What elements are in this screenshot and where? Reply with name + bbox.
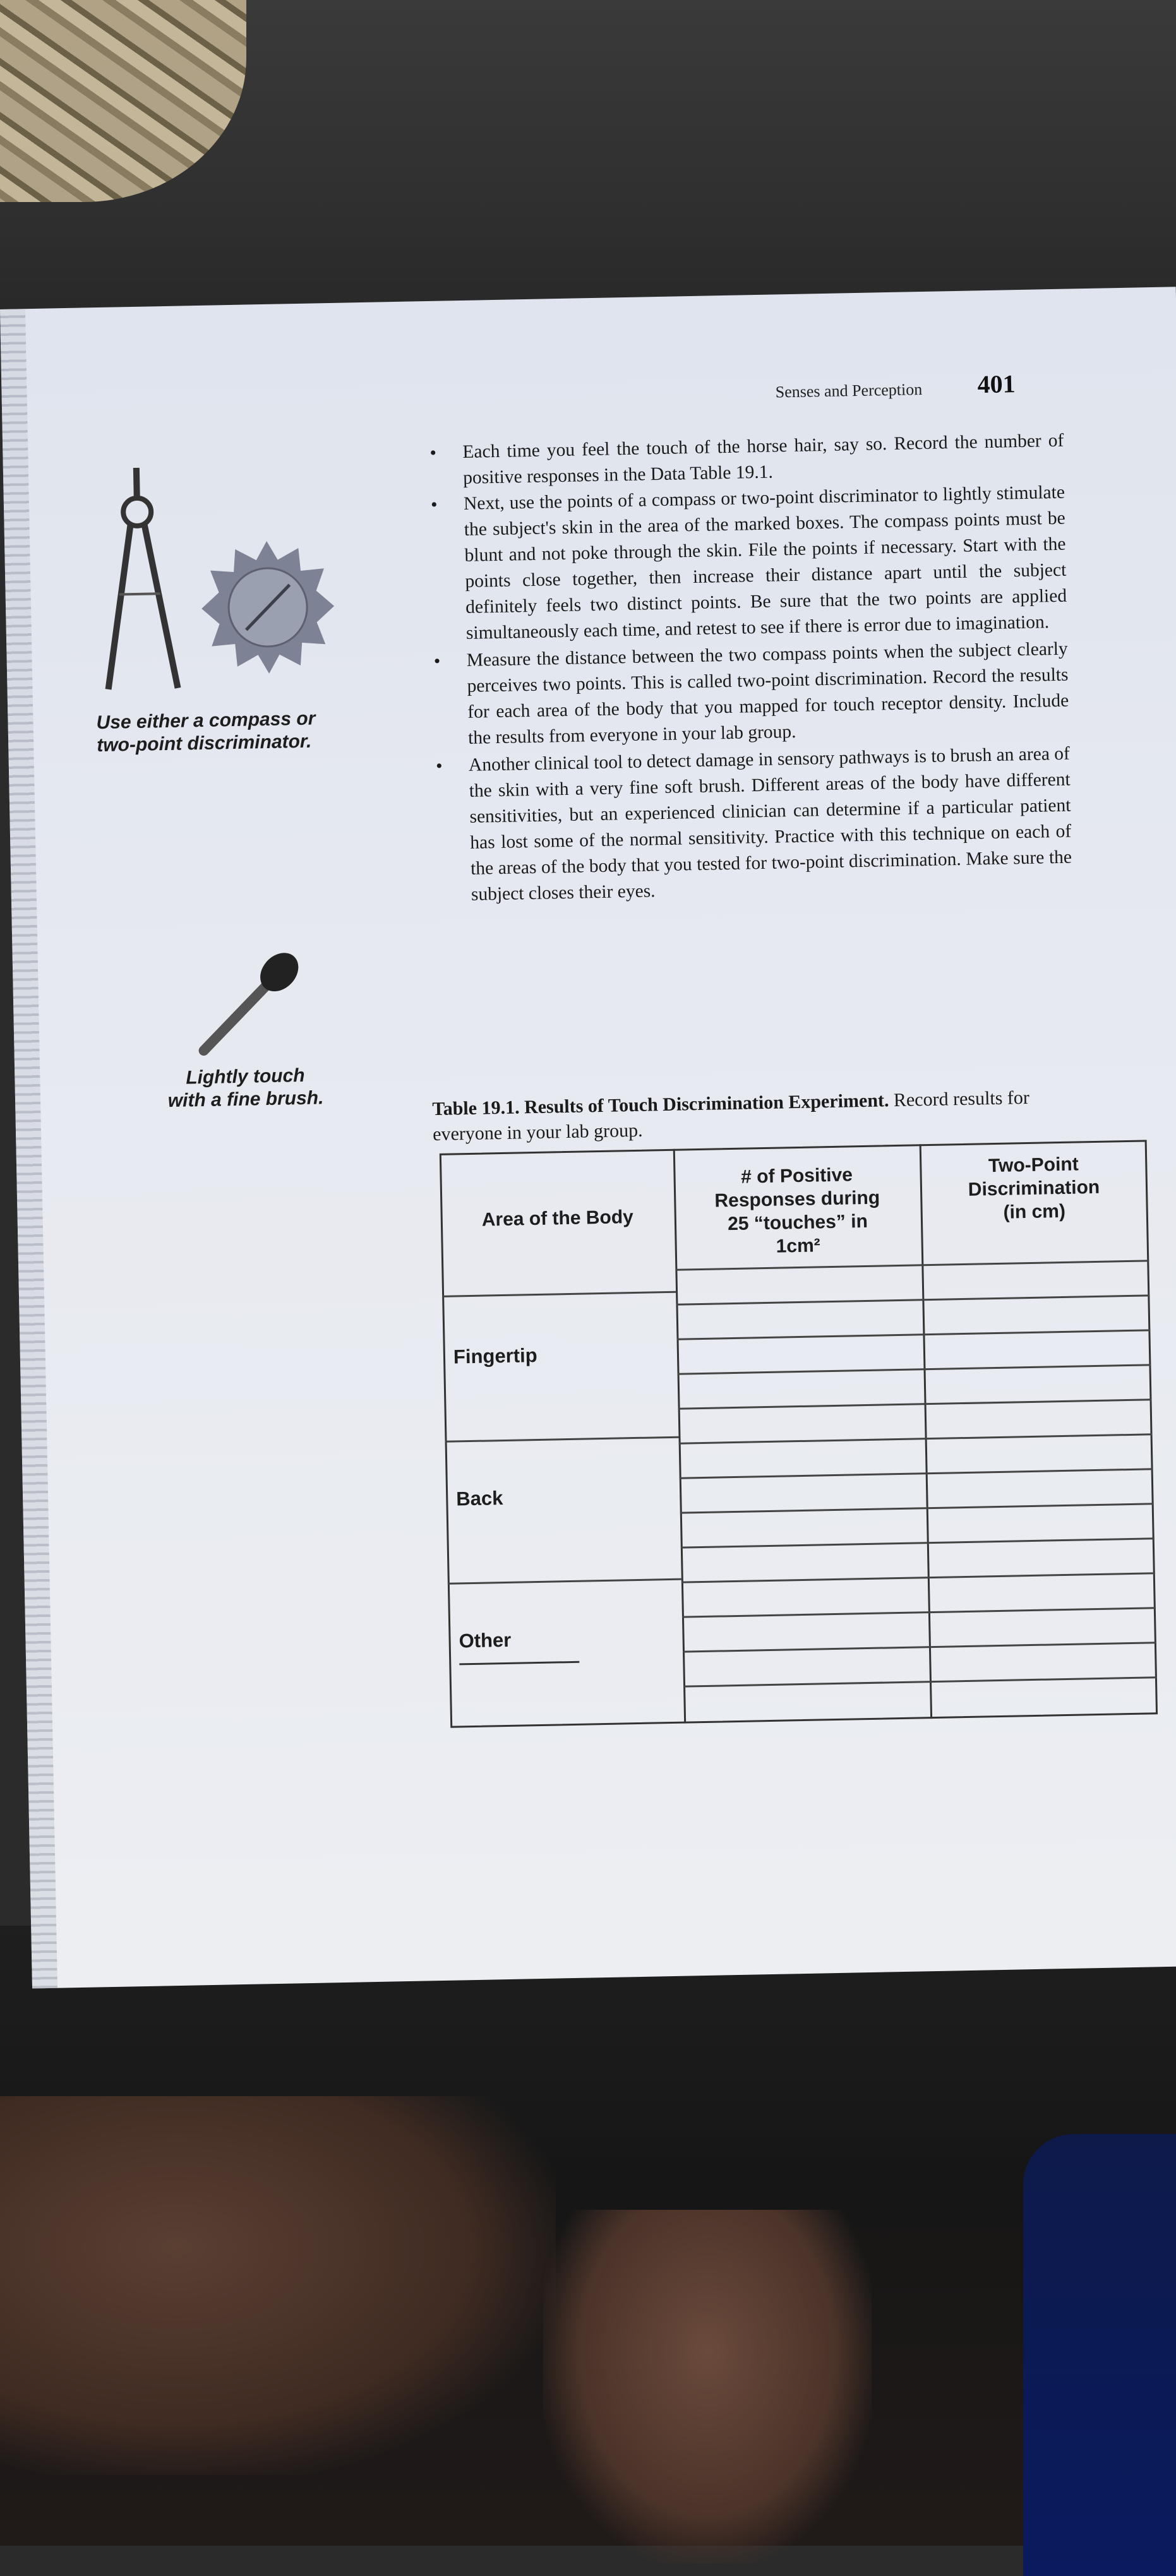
compass-caption-line1: Use either a compass or [96,708,316,734]
header-positive-line4: 1cm² [776,1235,821,1257]
section-header: Senses and Perception [775,379,923,402]
header-positive-line2: Responses during [714,1187,880,1212]
header-two-point-line2: Discrimination [968,1176,1100,1200]
spiral-binding [0,309,57,1988]
discriminator-sticker-icon [200,540,335,675]
header-positive-responses [673,1162,921,1260]
lab-manual-page [0,287,1176,1988]
results-table [440,1140,1158,1727]
brush-caption-line1: Lightly touch [185,1064,305,1088]
brush-caption [160,1064,331,1112]
table-caption [432,1084,1096,1147]
bullet-horse-hair: • Each time you feel the touch of the horse hair, say so. Record the number of positive responses in the Data Table 19.1. [462,428,1064,491]
bullet-two-point: • Measure the distance between the two compass points when the subject clearly perceives two points. This is called two-point discrimination. Record the results for each area of the body that you mapped for touch receptor density. Include the results from everyone in your lab group. [466,636,1069,751]
header-positive-line3: 25 “touches” in [727,1210,868,1235]
header-two-point-line3: (in cm) [1003,1200,1066,1223]
header-two-point-line1: Two-Point [988,1154,1079,1177]
header-area-of-body-text: Area of the Body [481,1207,634,1231]
compass-icon [98,467,184,696]
row-label-fingertip: Fingertip [453,1344,537,1368]
page-number: 401 [977,369,1016,399]
compass-caption [96,708,316,758]
brush-icon [196,948,305,1057]
row-label-other: Other [459,1628,512,1652]
compass-caption-line2: two-point discriminator. [96,730,312,756]
table-caption-rest: Record results for everyone in your lab group. [432,1087,1030,1145]
bullet-brush: • Another clinical tool to detect damage in sensory pathways is to brush an area of the skin with a very fine soft brush. Different areas of the body have different sensitivities, but an experienced clinician can determine if a particular patient has lost some of the normal sensitivity. Practice with this technique on each of the areas of the body that you tested for two-point discrimination. Make sure the subject closes their eyes. [469,741,1073,908]
knee [0,2096,556,2475]
table-caption-title: Table 19.1. Results of Touch Discrimination Experiment. [432,1090,889,1120]
row-label-back: Back [455,1487,503,1510]
hand [543,2210,872,2563]
header-area-of-body [440,1205,675,1232]
blue-fabric [1023,2134,1176,2576]
brush-caption-line2: with a fine brush. [167,1087,324,1112]
instructions [432,428,1072,909]
header-positive-line1: # of Positive [740,1164,853,1188]
header-two-point [920,1151,1148,1225]
bullet-compass: • Next, use the points of a compass or two-point discriminator to lightly stimulate the subject's skin in the area of the marked boxes. The compass points must be blunt and not poke through the skin. File the points if necessary. Start with the points close together, then increase their distance apart until the subject definitely feels two distinct points. Be sure that the two points are applied simultaneously each time, and retest to see if there is error due to imagination. [464,480,1068,647]
